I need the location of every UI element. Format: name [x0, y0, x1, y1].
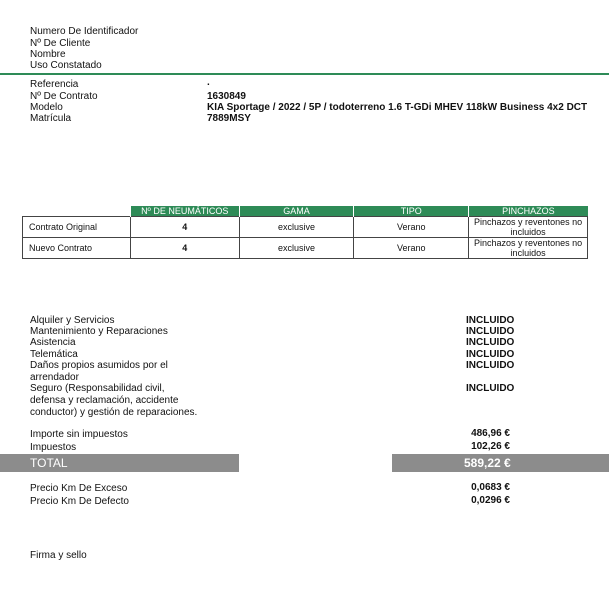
cell-pinchazos: Pinchazos y reventones no incluidos	[469, 217, 588, 238]
km-exceso-value: 0,0683 €	[471, 482, 510, 493]
plate-value: 7889MSY	[207, 113, 251, 124]
cell-tipo: Verano	[354, 238, 469, 259]
tax-label: Impuestos	[30, 442, 77, 453]
km-defecto-label: Precio Km De Defecto	[30, 496, 129, 507]
service-value: INCLUIDO	[466, 360, 515, 371]
referencia-label: Referencia	[30, 79, 79, 90]
total-bar	[0, 454, 239, 472]
referencia-value: .	[207, 77, 210, 88]
service-value: INCLUIDO	[466, 315, 515, 326]
contract-value: 1630849	[207, 91, 246, 102]
service-label: Mantenimiento y Reparaciones	[30, 326, 168, 337]
model-label: Modelo	[30, 102, 63, 113]
service-label: Telemática	[30, 349, 78, 360]
service-label: Alquiler y Servicios	[30, 315, 115, 326]
model-value: KIA Sportage / 2022 / 5P / todoterreno 1.6 T-GDi MHEV 118kW Business 4x2 DCT	[207, 102, 588, 113]
cell-num: 4	[130, 217, 239, 238]
table-row	[23, 217, 588, 238]
id-label: Numero De Identificador	[30, 26, 139, 37]
row-label: Contrato Original	[23, 217, 131, 238]
signature-label: Firma y sello	[30, 550, 87, 561]
tyres-header-row	[23, 206, 588, 217]
subtotal-value: 486,96 €	[471, 428, 510, 439]
cell-gama: exclusive	[239, 238, 354, 259]
total-value-bar	[392, 454, 609, 472]
tyres-table	[22, 206, 588, 259]
service-value: INCLUIDO	[466, 383, 515, 394]
tyres-header-num: Nº DE NEUMÁTICOS	[130, 206, 239, 217]
km-defecto-value: 0,0296 €	[471, 495, 510, 506]
tyres-header-blank	[23, 206, 131, 217]
cell-gama: exclusive	[239, 217, 354, 238]
tyres-header-pinchazos: PINCHAZOS	[469, 206, 588, 217]
cell-tipo: Verano	[354, 217, 469, 238]
subtotal-label: Importe sin impuestos	[30, 429, 128, 440]
tax-value: 102,26 €	[471, 441, 510, 452]
total-value: 589,22 €	[464, 456, 511, 470]
header-divider	[0, 73, 609, 75]
km-exceso-label: Precio Km De Exceso	[30, 483, 128, 494]
service-label: Daños propios asumidos por el arrendador	[30, 360, 168, 383]
tyres-header-gama: GAMA	[239, 206, 354, 217]
plate-label: Matrícula	[30, 113, 72, 124]
service-label: Asistencia	[30, 337, 76, 348]
tyres-header-tipo: TIPO	[354, 206, 469, 217]
cell-pinchazos: Pinchazos y reventones no incluidos	[469, 238, 588, 259]
cell-num: 4	[130, 238, 239, 259]
service-label: Seguro (Responsabilidad civil, defensa y reclamación, accidente conductor) y gestión de reparaciones.	[30, 383, 198, 418]
name-label: Nombre	[30, 49, 66, 60]
service-value: INCLUIDO	[466, 326, 515, 337]
usage-label: Uso Constatado	[30, 60, 102, 71]
client-number-label: Nº De Cliente	[30, 38, 91, 49]
table-row	[23, 238, 588, 259]
row-label: Nuevo Contrato	[23, 238, 131, 259]
total-label: TOTAL	[30, 456, 68, 470]
contract-label: Nº De Contrato	[30, 91, 98, 102]
service-value: INCLUIDO	[466, 337, 515, 348]
service-value: INCLUIDO	[466, 349, 515, 360]
